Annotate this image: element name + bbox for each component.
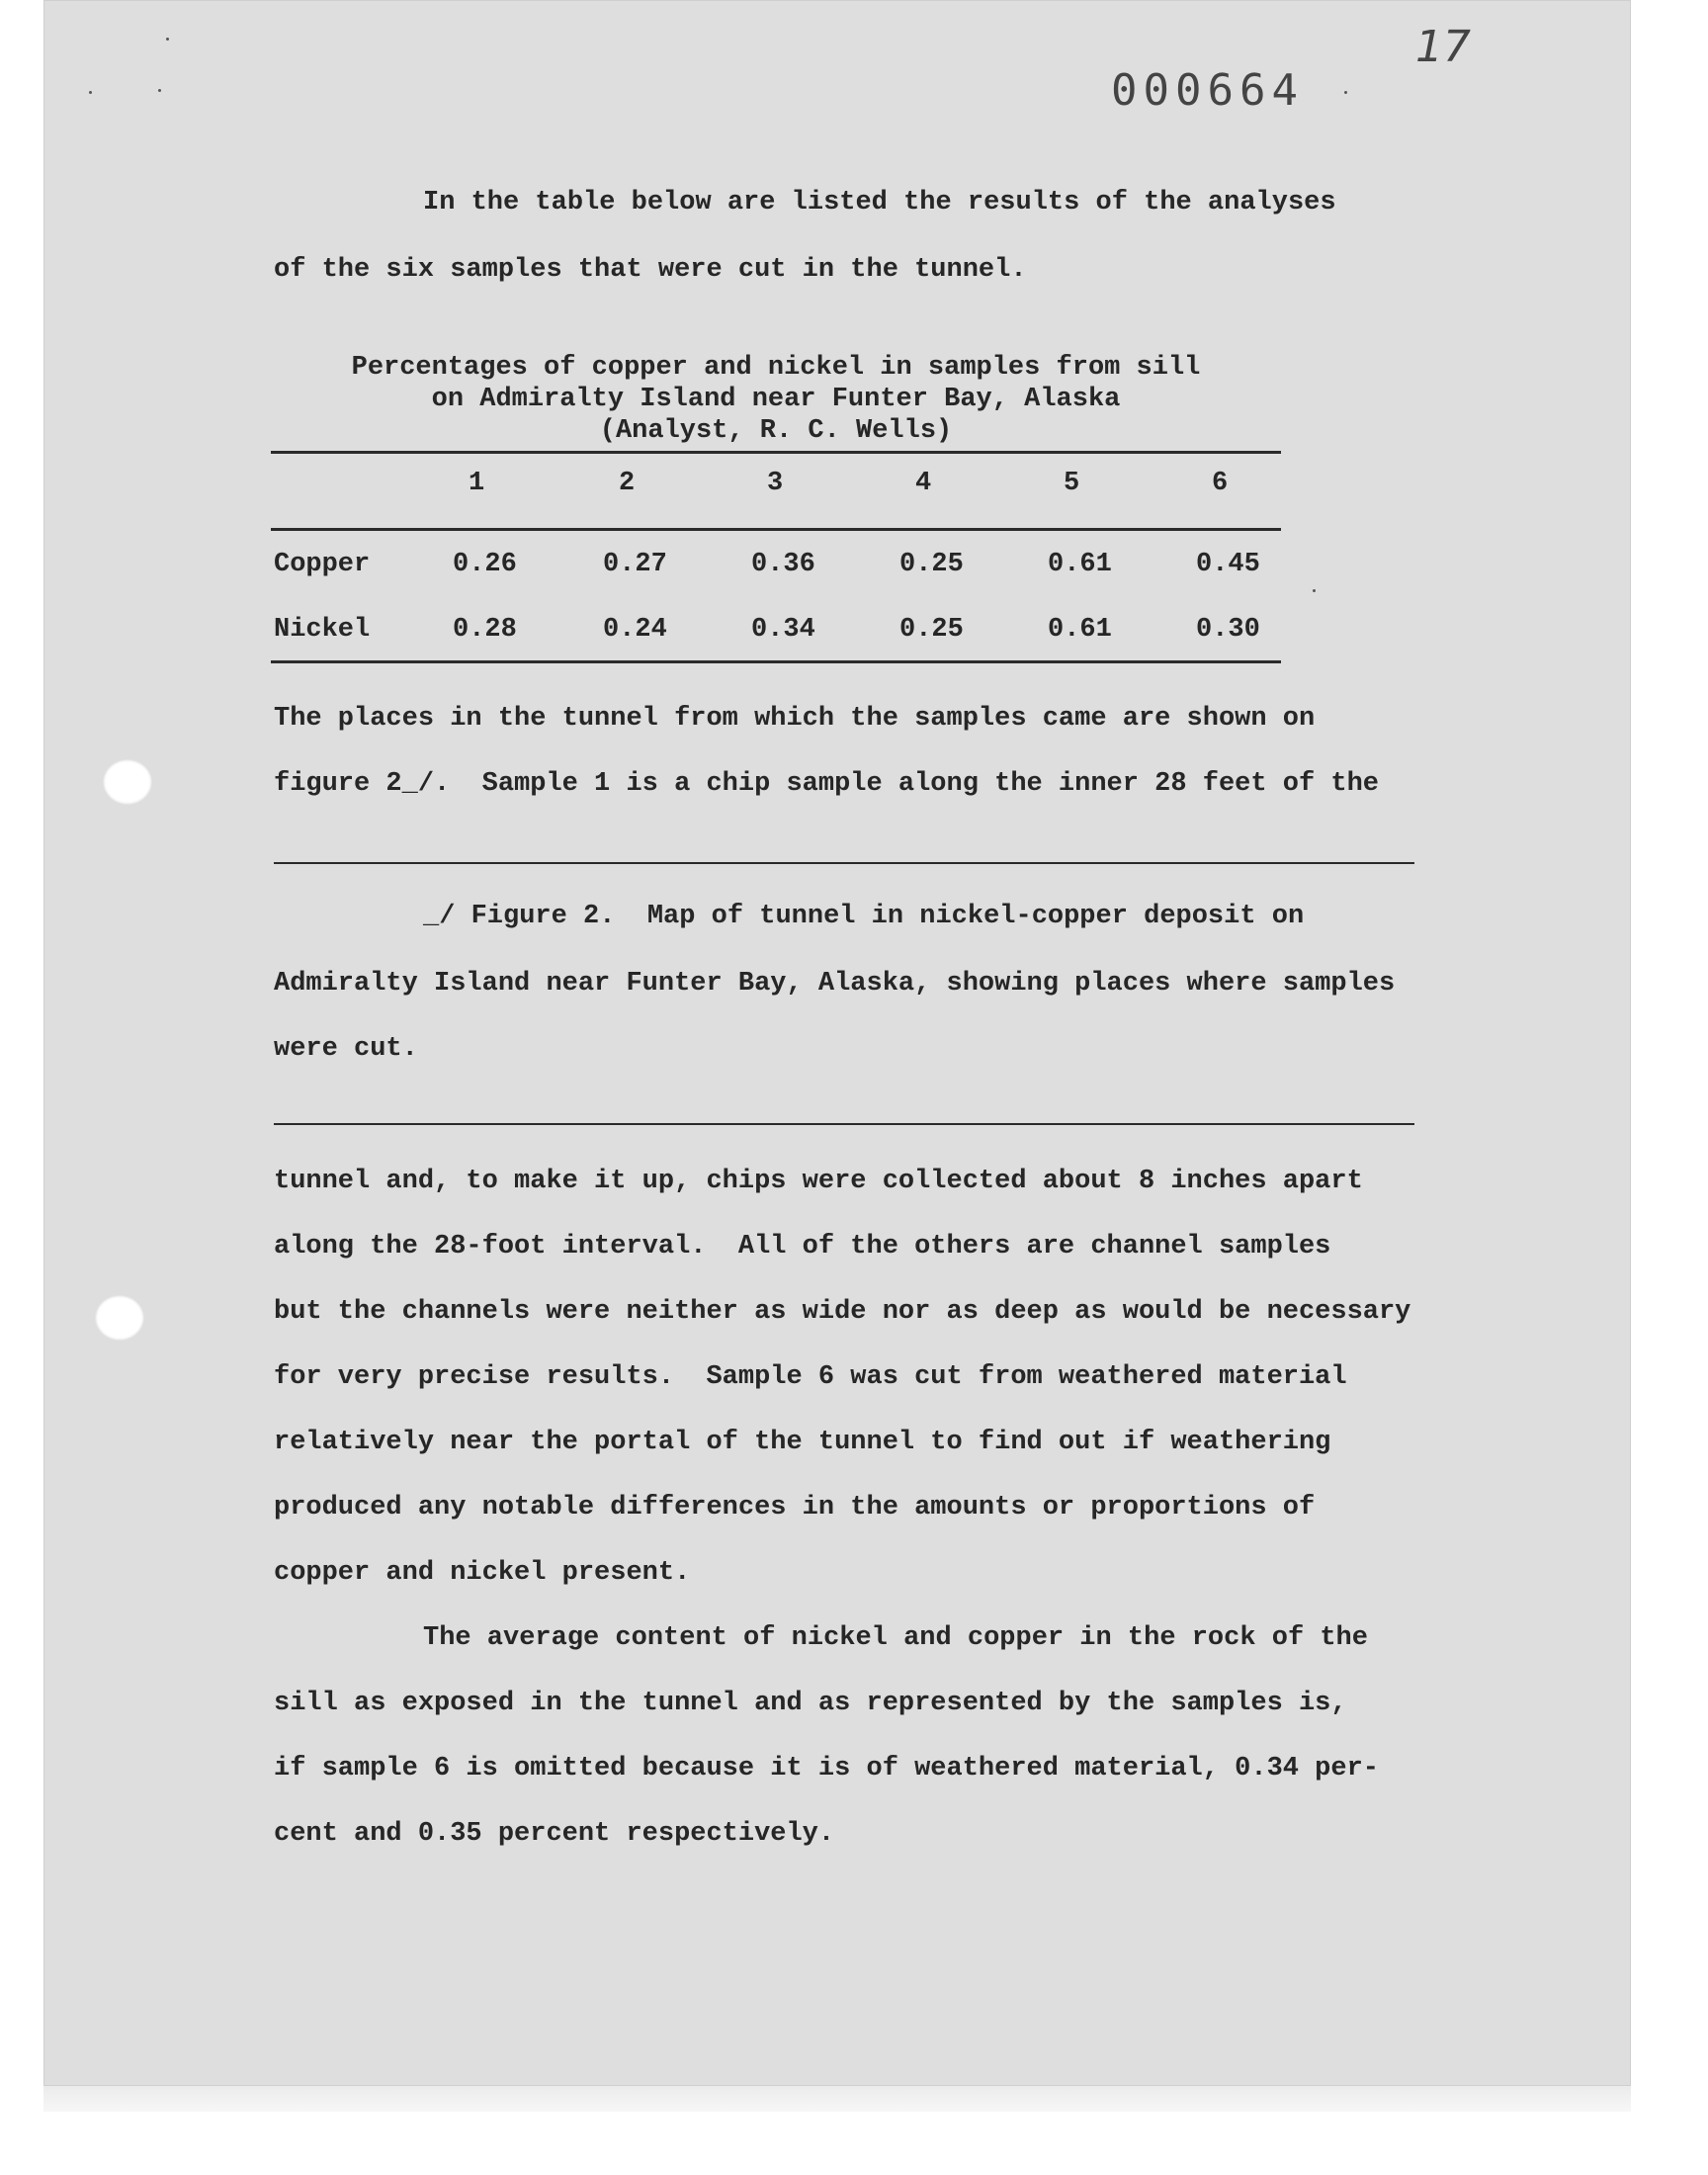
footnote-top-rule — [274, 862, 1414, 864]
scan-speck — [166, 38, 169, 41]
footnote-line-2: Admiralty Island near Funter Bay, Alaska, showing places where samples — [274, 969, 1396, 999]
footnote-line-1: _/ Figure 2. Map of tunnel in nickel-copper deposit on — [423, 902, 1305, 931]
table-cell: 0.61 — [1048, 615, 1112, 645]
footnote-line-3: were cut. — [274, 1034, 418, 1064]
para4-line-4: cent and 0.35 percent respectively. — [274, 1819, 835, 1849]
row-label-nickel: Nickel — [274, 615, 371, 645]
table-cell: 0.28 — [453, 615, 517, 645]
column-header: 3 — [767, 469, 784, 498]
table-cell: 0.34 — [751, 615, 815, 645]
para4-line-3: if sample 6 is omitted because it is of weathered material, 0.34 per- — [274, 1754, 1379, 1784]
scan-speck — [89, 91, 92, 94]
table-caption-line-1: Percentages of copper and nickel in samples from sill — [351, 353, 1201, 383]
column-header: 1 — [469, 469, 485, 498]
table-caption — [272, 352, 1280, 447]
para4-line-2: sill as exposed in the tunnel and as represented by the samples is, — [274, 1689, 1347, 1718]
page-number: 17 — [1415, 22, 1471, 72]
scan-speck — [1344, 91, 1347, 94]
para3-line-6: produced any notable differences in the amounts or proportions of — [274, 1493, 1316, 1522]
footnote-bottom-rule — [274, 1123, 1414, 1125]
para3-line-5: relatively near the portal of the tunnel to find out if weathering — [274, 1428, 1331, 1457]
table-cell: 0.26 — [453, 550, 517, 579]
column-header: 5 — [1064, 469, 1080, 498]
table-cell: 0.25 — [899, 615, 964, 645]
para2-line-2: figure 2_/. Sample 1 is a chip sample along the inner 28 feet of the — [274, 769, 1379, 799]
para3-line-2: along the 28-foot interval. All of the others are channel samples — [274, 1232, 1331, 1262]
table-caption-line-3: (Analyst, R. C. Wells) — [599, 416, 953, 446]
table-cell: 0.27 — [603, 550, 667, 579]
intro-line-1: In the table below are listed the results of the analyses — [423, 188, 1336, 218]
document-number: 000664 — [1111, 65, 1304, 116]
scan-speck — [1313, 589, 1316, 592]
scan-bottom-edge — [43, 2086, 1631, 2112]
intro-line-2: of the six samples that were cut in the tunnel. — [274, 255, 1027, 285]
table-header-rule — [271, 528, 1281, 531]
scan-speck — [158, 89, 161, 92]
para2-line-1: The places in the tunnel from which the samples came are shown on — [274, 704, 1316, 734]
table-cell: 0.24 — [603, 615, 667, 645]
column-header: 4 — [915, 469, 932, 498]
para3-line-1: tunnel and, to make it up, chips were collected about 8 inches apart — [274, 1167, 1363, 1196]
para3-line-4: for very precise results. Sample 6 was cut from weathered material — [274, 1362, 1347, 1392]
table-cell: 0.36 — [751, 550, 815, 579]
punch-hole-top — [103, 759, 152, 805]
table-cell: 0.61 — [1048, 550, 1112, 579]
table-bottom-rule — [271, 660, 1281, 663]
table-cell: 0.25 — [899, 550, 964, 579]
table-caption-line-2: on Admiralty Island near Funter Bay, Alaska — [431, 385, 1121, 414]
table-cell: 0.45 — [1196, 550, 1260, 579]
row-label-copper: Copper — [274, 550, 371, 579]
column-header: 6 — [1212, 469, 1229, 498]
para3-line-3: but the channels were neither as wide nor as deep as would be necessary — [274, 1297, 1411, 1327]
column-header: 2 — [619, 469, 636, 498]
para4-line-1: The average content of nickel and copper in the rock of the — [423, 1623, 1368, 1653]
table-cell: 0.30 — [1196, 615, 1260, 645]
table-top-rule — [271, 451, 1281, 454]
para3-line-7: copper and nickel present. — [274, 1558, 691, 1588]
punch-hole-bottom — [95, 1295, 144, 1341]
